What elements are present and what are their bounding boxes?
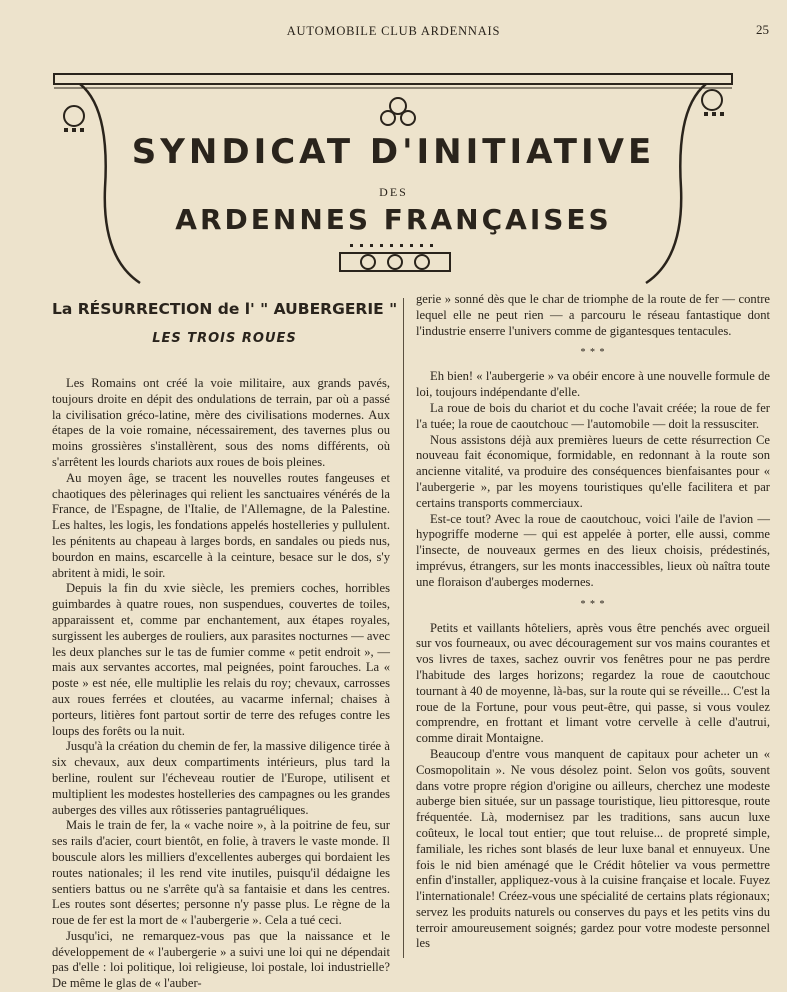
paragraph: gerie » sonné dès que le char de triomphe de la route de fer — contre lequel elle ne peut rien — a parcouru le réseau fantastique dont l'industrie enserre l'univers comme de gigantesques tentacules. [416,292,770,338]
section-separator-stars: * * * [580,598,606,610]
paragraph: Mais le train de fer, la « vache noire », à la poitrine de feu, sur ses rails d'acier, court bientôt, en folie, à travers le vaste monde. Il bouscule alors les milliers d'excellentes auberges qui bordaient les routes nationales; il les rend vite inutiles, puisqu'il dédaigne les sentiers battus ou ne s'arrête qu'à sa fantaisie et dans les centres. Les routes sont désertes; personne n'y passe plus. Le règne de la roue de fer est la mort de « l'aubergerie ». Cela a tué ceci. [52,818,390,928]
paragraph: Les Romains ont créé la voie militaire, aux grands pavés, toujours droite en dépit des ondulations de terrain, par où a passé la civilisation gréco-latine, mère des civilisations modernes. Aux étapes de la voie romaine, nécessairement, des tavernes plus ou moins grossières s'installèrent, sous des noms différents, où s'arrêtent les lourds chariots aux roues de bois pleines. [52,376,390,469]
running-head: AUTOMOBILE CLUB ARDENNAIS [286,24,501,38]
paragraph: Au moyen âge, se tracent les nouvelles routes fangeuses et chaotiques des pèlerinages qui relient les sanctuaires vénérés de la France, de l'Espagne, de l'Italie, de l'Allemagne, de la Palestine. Les haltes, les logis, les fondations appelés hostelleries y pullulent. les pénitents au chapeau à larges bords, en sandales ou pieds nus, bourdon en mains, escarcelle à la ceinture, besace sur le dos, s'y abritent à midi, le soir. [52,470,390,580]
article-subheadline: LES TROIS ROUES [152,331,297,346]
article-headline: La RÉSURRECTION de l' " AUBERGERIE " [52,300,398,318]
banner-subtitle: ARDENNES FRANÇAISES [175,203,612,236]
left-column [52,376,390,992]
paragraph: Nous assistons déjà aux premières lueurs de cette résurrection Ce nouveau fait économique, formidable, en redonnant à la route son ancienne vitalité, va produire des conséquences bienfaisantes pour « l'aubergerie », par les moyens touristiques qu'elle facilitera et par certains transports commerciaux. [416,432,770,510]
paragraph: Depuis la fin du xvie siècle, les premiers coches, horribles guimbardes à quatre roues, non suspendues, couvertes de toiles, apparaissent et, comme par enchantement, aux étapes royales, surgissent les auberges de rouliers, aux parasites nocturnes — avec les deux planches sur le tas de fumier comme « petit endroit », — mais aux servantes accortes, mal peignées, point farouches. La « poste » est née, elle multiplie les relais du roy; chevaux, carrosses aux roues ferrées et cloutées, au vacarme infernal; chaises à porteurs, litières font partout sortir de terre des refuges contre les loups des forêts ou la nuit. [52,581,390,738]
section-separator-stars: * * * [580,347,606,359]
paragraph: Jusqu'à la création du chemin de fer, la massive diligence tirée à six chevaux, aux deux compartiments intérieurs, plus tard la berline, roulent sur l'écheveau routier de l'Europe, utilisent et multiplient les modestes hostelleries des campagnes ou les grandes auberges des villes aux rôtisseries pantagruéliques. [52,739,390,817]
banner-title-des: DES [379,185,408,199]
column-divider [403,298,404,958]
paragraph: Jusqu'ici, ne remarquez-vous pas que la naissance et le développement de « l'aubergerie » a suivi une loi qui ne dépendait pas d'elle : loi politique, loi religieuse, loi postale, loi industrielle? De même le glas de « l'auber- [52,928,390,991]
banner-title: SYNDICAT D'INITIATIVE [131,132,656,172]
paragraph: Beaucoup d'entre vous manquent de capitaux pour acheter un « Cosmopolitain ». Ne vous désolez point. Selon vos goûts, souvent dans votre propre région d'origine ou ailleurs, cherchez une modeste auberge bien située, sur un passage touristique, lieu pittoresque, route fréquentée. Là, modernisez par les traditions, sans aucun luxe coûteux, le local tout entier; que tout reluise... de propreté simple, familiale, les riches sont blasés de leur luxe banal et ennuyeux. Une fois le nid bien aménagé que le Crédit hôtelier va vous permettre enfin d'installer, appliquez-vous à la cuisine française et locale. Fuyez l'internationale! Créez-vous une spécialité de certains plats régionaux; servez les produits naturels ou conserves du pays et les petits vins du terroir amoureusement soignés; gardez pour votre modeste personnel les [416,746,770,951]
right-column [416,292,770,952]
paragraph: Petits et vaillants hôteliers, après vous être penchés avec orgueil sur vos fourneaux, ou avec découragement sur vos mains courantes et vos livres de taxes, sachez ouvrir vos fenêtres pour ne pas perdre l'habitude des larges horizons; regardez la roue de caoutchouc tournant à 40 de moyenne, là-bas, sur la route qui se réveille... C'est la roue de la Fortune, pour vous peut-être, qui passe, si vous voulez comprendre, en frottant et limant votre cervelle à celle d'autrui, comme dirait Montaigne. [416,620,770,746]
paragraph: Eh bien! « l'aubergerie » va obéir encore à une nouvelle formule de loi, toujours indépendante d'elle. [416,369,770,400]
page-number: 25 [756,22,769,37]
paragraph: Est-ce tout? Avec la roue de caoutchouc, voici l'aile de l'avion — hypogriffe moderne — qui est appelée à porter, elle aussi, comme l'insecte, de nouveaux germes en des lieux choisis, prédestinés, imprévus, étrangers, sur les monts inaccessibles, lieux où naîtra toute une floraison d'auberges modernes. [416,511,770,589]
art-nouveau-banner-ornament [50,68,736,288]
paragraph: La roue de bois du chariot et du coche l'avait créée; la roue de fer l'a tuée; la roue de caoutchouc — l'automobile — doit la ressusciter. [416,400,770,431]
